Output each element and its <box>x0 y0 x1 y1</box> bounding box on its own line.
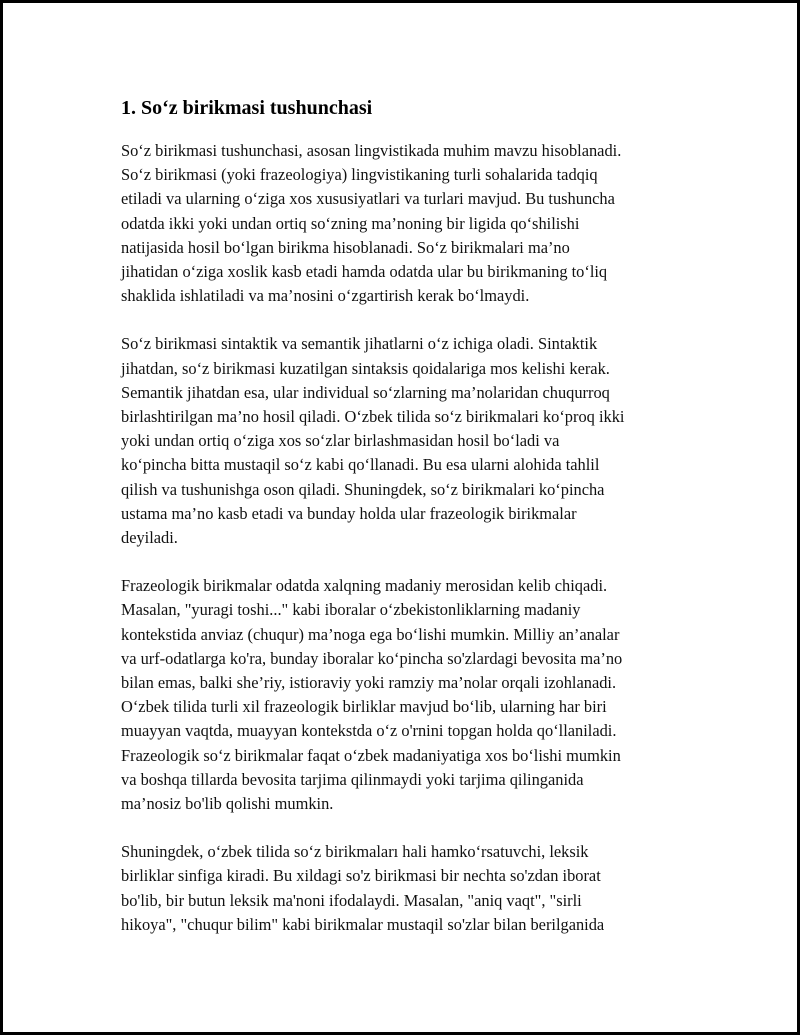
text-line: shaklida ishlatiladi va ma’nosini o‘zgartirish kerak bo‘lmaydi. <box>121 286 530 306</box>
text-line: ustama ma’no kasb etadi va bunday holda ular frazeologik birikmalar <box>121 503 577 523</box>
text-line: birliklar sinfiga kiradi. Bu xildagi so'z birikmasi bir nechta so'zdan iborat <box>121 866 601 886</box>
section-heading: 1. So‘z birikmasi tushunchasi <box>121 97 373 119</box>
text-line: ma’nosiz bo'lib qolishi mumkin. <box>121 794 334 814</box>
text-line: Shuningdek, o‘zbek tilida so‘z birikmaları hali hamko‘rsatuvchi, leksik <box>121 842 589 862</box>
text-line: So‘z birikmasi tushunchasi, asosan lingvistikada muhim mavzu hisoblanadi. <box>121 141 622 160</box>
text-line: So‘z birikmasi sintaktik va semantik jihatlarni o‘z ichiga oladi. Sintaktik <box>121 334 598 354</box>
text-line: Semantik jihatdan esa, ular individual so‘zlarning ma’nolaridan chuqurroq <box>121 382 610 402</box>
paragraph-2 <box>121 332 691 550</box>
document-body <box>121 93 691 961</box>
paragraph-4 <box>121 840 691 937</box>
paragraph-1 <box>121 139 691 308</box>
text-line: O‘zbek tilida turli xil frazeologik birliklar mavjud bo‘lib, ularning har biri <box>121 697 607 717</box>
text-line: deyiladi. <box>121 528 178 548</box>
text-line: kontekstida anviaz (chuqur) ma’noga ega bo‘lishi mumkin. Milliy an’analar <box>121 624 620 644</box>
text-line: odatda ikki yoki undan ortiq so‘zning ma’noning bir ligida qo‘shilishi <box>121 213 580 233</box>
text-line: va boshqa tillarda bevosita tarjima qilinmaydi yoki tarjima qilinganida <box>121 769 584 789</box>
text-line: natijasida hosil bo‘lgan birikma hisoblanadi. So‘z birikmalari ma’no <box>121 237 570 257</box>
text-line: qilish va tushunishga oson qiladi. Shuningdek, so‘z birikmalari ko‘pincha <box>121 479 605 499</box>
text-line: So‘z birikmasi (yoki frazeologiya) lingvistikaning turli sohalarida tadqiq <box>121 165 598 185</box>
paragraph-3 <box>121 574 691 816</box>
text-line: ko‘pincha bitta mustaqil so‘z kabi qo‘llanadi. Bu esa ularni alohida tahlil <box>121 455 600 475</box>
text-line: bo'lib, bir butun leksik ma'noni ifodalaydi. Masalan, "aniq vaqt", "sirli <box>121 890 582 910</box>
text-line: etiladi va ularning o‘ziga xos xususiyatlari va turlari mavjud. Bu tushuncha <box>121 189 615 209</box>
text-line: birlashtirilgan ma’no hosil qiladi. O‘zbek tilida so‘z birikmalari ko‘proq ikki <box>121 407 625 427</box>
text-line: jihatidan o‘ziga xoslik kasb etadi hamda odatda ular bu birikmaning to‘liq <box>121 262 608 282</box>
text-line: hikoya", "chuqur bilim" kabi birikmalar mustaqil so'zlar bilan berilganida <box>121 914 605 934</box>
text-line: va urf-odatlarga ko'ra, bunday iboralar ko‘pincha so'zlardagi bevosita ma’no <box>121 648 623 668</box>
text-line: Frazeologik birikmalar odatda xalqning madaniy merosidan kelib chiqadi. <box>121 576 608 596</box>
text-line: yoki undan ortiq o‘ziga xos so‘zlar birlashmasidan hosil bo‘ladi va <box>121 431 560 451</box>
text-line: muayyan vaqtda, muayyan kontekstda o‘z o'rnini topgan holda qo‘llaniladi. <box>121 721 617 741</box>
text-line: Masalan, "yuragi toshi..." kabi iboralar o‘zbekistonliklarning madaniy <box>121 600 581 620</box>
text-line: jihatdan, so‘z birikmasi kuzatilgan sintaksis qoidalariga mos kelishi kerak. <box>121 358 610 378</box>
text-line: bilan emas, balki she’riy, istioraviy yoki ramziy ma’nolar orqali izohlanadi. <box>121 673 617 693</box>
text-line: Frazeologik so‘z birikmalar faqat o‘zbek madaniyatiga xos bo‘lishi mumkin <box>121 745 621 765</box>
